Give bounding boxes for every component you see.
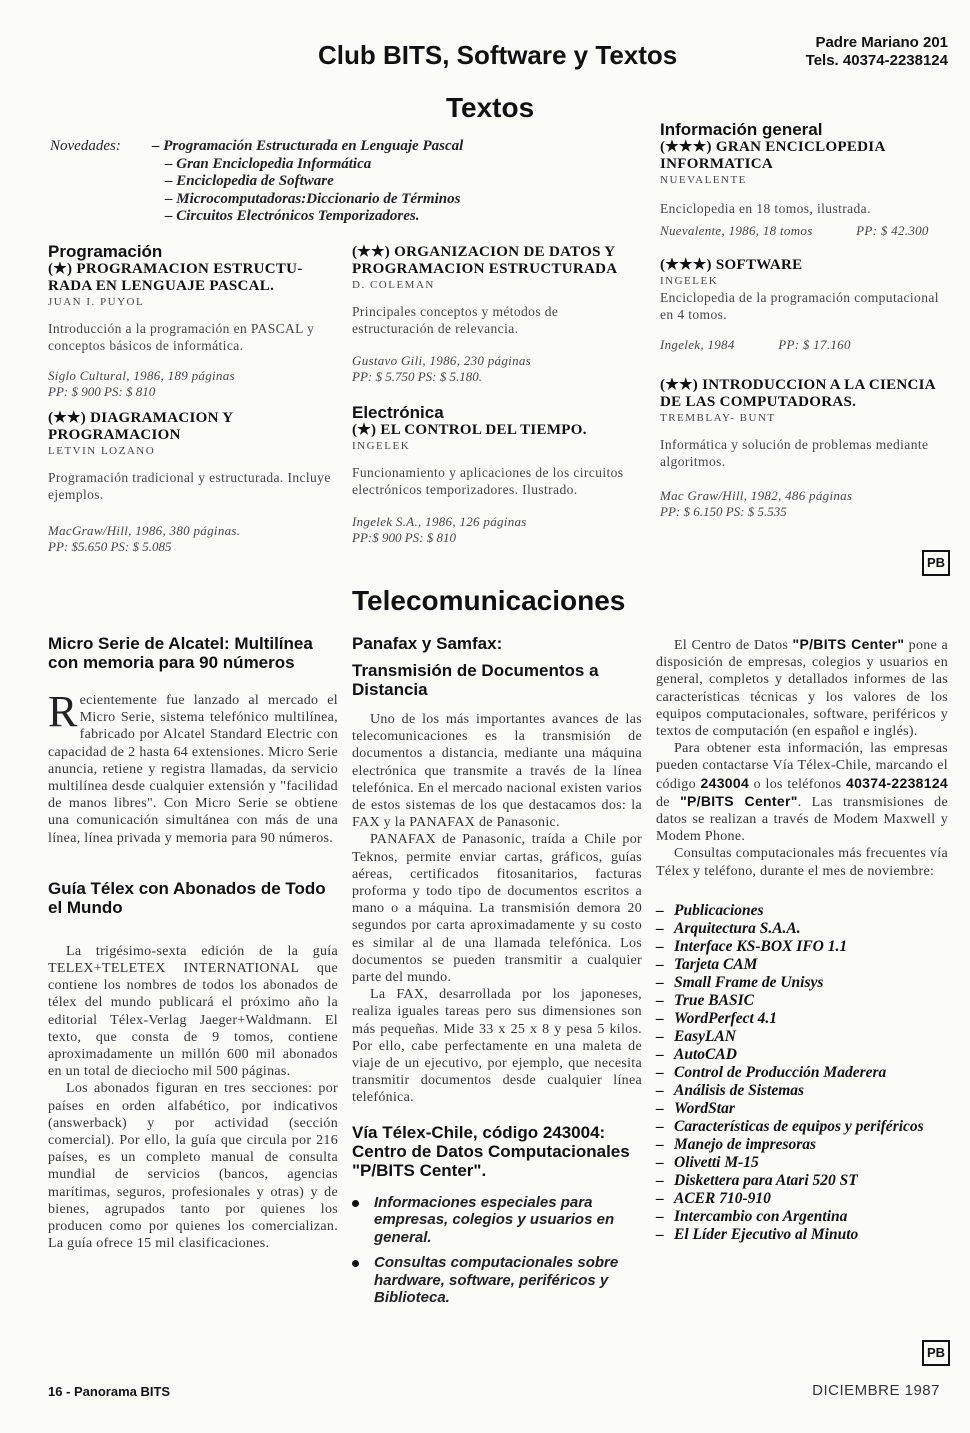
bullet-item xyxy=(352,1254,642,1307)
topic-text: Small Frame de Unisys xyxy=(674,973,824,991)
book-description: Informática y solución de problemas mediante algoritmos. xyxy=(660,437,929,469)
topic-text: Arquitectura S.A.A. xyxy=(674,919,801,937)
book-author: TREMBLAY- BUNT xyxy=(660,412,776,424)
topic-item: – Diskettera para Atari 520 ST xyxy=(656,1171,858,1189)
topic-text: AutoCAD xyxy=(674,1045,737,1063)
bullet-text: Informaciones especiales para empresas, colegios y usuarios en general. xyxy=(374,1193,615,1246)
telecom-column-2 xyxy=(352,634,642,1313)
book-publisher: Ingelek S.A., 1986, 126 páginas xyxy=(352,514,527,529)
book-title: (★★★) GRAN ENCICLOPEDIA INFORMATICA xyxy=(660,139,885,172)
book-title: (★★) INTRODUCCION A LA CIENCIA DE LAS COMPUTADORAS. xyxy=(660,377,936,410)
bullet-icon xyxy=(352,1260,359,1267)
alcatel-heading: Micro Serie de Alcatel: Multilínea con memoria para 90 números xyxy=(48,634,313,672)
topic-text: Manejo de impresoras xyxy=(674,1135,817,1153)
guia-paragraph: La trigésimo-sexta edición de la guía TELEX+TELETEX INTERNATIONAL que contiene los nombres de todos los abonados de télex del mundo publicará el próximo año la editorial Télex-Verlag Jaeger+Waldmann. El texto, que consta de 9 tomos, contiene aproximadamente un millón 600 mil abonados en un total de dieciocho mil 500 páginas. xyxy=(48,943,338,1080)
topic-text: Análisis de Sistemas xyxy=(674,1081,805,1099)
centro-text: de xyxy=(656,794,681,810)
book-title: (★★) ORGANIZACION DE DATOS Y PROGRAMACION ESTRUCTURADA xyxy=(352,244,618,277)
topic-text: Características de equipos y periféricos xyxy=(674,1117,924,1135)
novedades-label: Novedades: xyxy=(50,138,121,154)
topic-item: – True BASIC xyxy=(656,991,754,1009)
topic-text: Control de Producción Maderera xyxy=(674,1063,887,1081)
topic-item: – Tarjeta CAM xyxy=(656,955,758,973)
book-price: PP: $ 900 PS: $ 810 xyxy=(48,384,156,399)
topic-text: ACER 710-910 xyxy=(674,1189,771,1207)
bullet-text: Consultas computacionales sobre hardware, software, periféricos y Biblioteca. xyxy=(374,1254,619,1307)
book-author: LETVIN LOZANO xyxy=(48,445,156,457)
phone-line: Tels. 40374-2238124 xyxy=(805,52,948,69)
topic-item: – El Líder Ejecutivo al Minuto xyxy=(656,1225,859,1243)
topic-item: – AutoCAD xyxy=(656,1045,737,1063)
centro-text: . Las transmisiones de datos se realizan a través de Modem Maxwell y Modem Phone. xyxy=(656,794,948,845)
topic-item: – Control de Producción Maderera xyxy=(656,1063,887,1081)
topic-text: EasyLAN xyxy=(674,1027,736,1045)
bullet-item xyxy=(352,1194,642,1247)
book-price: PP: $5.650 PS: $ 5.085 xyxy=(48,539,172,554)
centro-text: El Centro de Datos xyxy=(674,638,793,653)
panafax-subheading: Transmisión de Documentos a Distancia xyxy=(352,661,599,699)
book-author: JUAN I. PUYOL xyxy=(48,296,145,308)
header-title: Club BITS, Software y Textos xyxy=(318,40,678,70)
alcatel-article xyxy=(48,687,338,847)
book-description: Programación tradicional y estructurada. Incluye ejemplos. xyxy=(48,470,331,502)
centro-paragraph-1 xyxy=(656,636,948,740)
book-publisher-name: Nuevalente, 1986, 18 tomos xyxy=(660,223,813,238)
column-2-textos xyxy=(352,244,642,546)
topic-item: – WordPerfect 4.1 xyxy=(656,1009,778,1027)
book-author: D. COLEMAN xyxy=(352,279,435,291)
book-title: (★) EL CONTROL DEL TIEMPO. xyxy=(352,422,587,438)
topic-text: Tarjeta CAM xyxy=(674,955,758,973)
novedades-list xyxy=(152,138,652,226)
book-title: (★★) DIAGRAMACION Y PROGRAMACION xyxy=(48,410,233,443)
book-author: INGELEK xyxy=(660,275,719,287)
topic-item: – Small Frame de Unisys xyxy=(656,973,824,991)
telecom-column-3 xyxy=(656,636,948,1244)
topic-text: Publicaciones xyxy=(674,901,764,919)
alcatel-body: ecientemente fue lanzado al mercado el Micro Serie, sistema telefónico multilínea, fabricado por Alcatel Standard Electric con capacidad de 2 hasta 64 extensiones. Micro Serie anuncia, retiene y registra llamadas, da servicio multilínea desde cualquier extensión y "facilidad de manos libres". Con Micro Serie se obtiene una comunicación simultánea con más de una línea, línea privada y memoria para 90 números. xyxy=(48,693,338,846)
footer-page-label: 16 - Panorama BITS xyxy=(48,1384,171,1399)
panafax-paragraph: PANAFAX de Panasonic, traída a Chile por Teknos, permite enviar cartas, gráficos, guías aéreas, certificados fitosanitarios, facturas proforma y todo tipo de documentos escritos a mano o a máquina. La transmisión demora 20 segundos por carta aproximadamente y su costo es similar al de una llamada telefónica. Los documentos se pueden transmitir a cualquier parte del mundo. xyxy=(352,832,642,986)
centro-text: o los teléfonos xyxy=(749,776,846,792)
novedad-item: – Circuitos Electrónicos Temporizadores. xyxy=(165,208,420,224)
panafax-paragraph: Uno de los más importantes avances de las telecomunicaciones es la transmisión de documentos a distancia, mediante una máquina electrónica que transmite a través de la línea telefónica. En el mercado nacional existen varios de estos sistemas de los que destacamos dos: la FAX y la PANAFAX de Panasonic. xyxy=(352,712,642,831)
topic-item: – Arquitectura S.A.A. xyxy=(656,919,801,937)
book-price: PP: $ 6.150 PS: $ 5.535 xyxy=(660,504,787,519)
phone-number: 40374-2238124 xyxy=(846,774,948,791)
topic-item: – Olivetti M-15 xyxy=(656,1153,759,1171)
footer-date: DICIEMBRE 1987 xyxy=(812,1382,940,1399)
topic-text: Olivetti M-15 xyxy=(674,1153,759,1171)
book-publisher-name: Ingelek, 1984 xyxy=(660,337,735,352)
section-title-textos: Textos xyxy=(446,92,535,123)
novedad-item: – Gran Enciclopedia Informática xyxy=(165,155,372,172)
book-price: PP:$ 900 PS: $ 810 xyxy=(352,530,456,545)
book-publisher: Siglo Cultural, 1986, 189 páginas xyxy=(48,368,235,383)
informacion-heading: Información general xyxy=(660,120,823,139)
pb-badge: PB xyxy=(922,550,950,576)
book-price: PP: $ 42.300 xyxy=(856,223,929,238)
novedad-item: – Programación Estructurada en Lenguaje Pascal xyxy=(152,138,464,154)
book-description: Principales conceptos y métodos de estructuración de relevancia. xyxy=(352,304,559,336)
book-price: PP: $ 17.160 xyxy=(778,337,851,352)
centro-name: "P/BITS Center" xyxy=(792,636,905,652)
topic-text: Intercambio con Argentina xyxy=(674,1207,848,1225)
book-description: Funcionamiento y aplicaciones de los circuitos electrónicos temporizadores. Ilustrado. xyxy=(352,465,624,497)
book-description: Enciclopedia de la programación computacional en 4 tomos. xyxy=(660,290,939,322)
topic-text: El Líder Ejecutivo al Minuto xyxy=(674,1225,859,1243)
topic-text: Interface KS-BOX IFO 1.1 xyxy=(674,937,848,955)
book-price: PP: $ 5.750 PS: $ 5.180. xyxy=(352,369,482,384)
novedad-item: – Microcomputadoras:Diccionario de Términos xyxy=(165,190,461,207)
bullet-icon xyxy=(352,1200,359,1207)
topic-item: – EasyLAN xyxy=(656,1027,736,1045)
centro-text: Para obtener esta información, las empresas pueden contactarse Vía Télex-Chile, marcando el código xyxy=(656,741,948,792)
topic-text: WordPerfect 4.1 xyxy=(674,1009,778,1027)
pb-badge: PB xyxy=(922,1340,950,1366)
panafax-paragraph: La FAX, desarrollada por los japoneses, realiza iguales tareas pero sus dimensiones son más pequeñas. Mide 33 x 25 x 8 y pesa 5 kilos. Por ello, cabe perfectamente en una maleta de viaje de un ejecutivo, por ejemplo, que necesita transmitir documentos desde cualquier línea telefónica. xyxy=(352,987,642,1106)
book-publisher xyxy=(660,337,950,353)
topic-item: – Interface KS-BOX IFO 1.1 xyxy=(656,937,848,955)
via-telex-bullets xyxy=(352,1194,642,1307)
panafax-heading: Panafax y Samfax: xyxy=(352,634,503,653)
address-line-1: Padre Mariano 201 xyxy=(815,34,948,51)
topic-item: – Intercambio con Argentina xyxy=(656,1207,848,1225)
header-address xyxy=(806,34,948,70)
book-publisher: MacGraw/Hill, 1986, 380 páginas. xyxy=(48,523,241,538)
book-description: Enciclopedia en 18 tomos, ilustrada. xyxy=(660,201,871,216)
topic-item: – Publicaciones xyxy=(656,901,764,919)
programacion-heading: Programación xyxy=(48,242,163,261)
topic-item: – WordStar xyxy=(656,1099,735,1117)
panafax-article xyxy=(352,711,642,1107)
topic-item: – ACER 710-910 xyxy=(656,1189,771,1207)
book-title: (★★★) SOFTWARE xyxy=(660,257,803,273)
centro-text: pone a disposición de empresas, colegios y usuarios en general, completos y detallados informes de las características técnicas y los valores de los equipos computacionales, software, periféricos y textos de computación (en español e inglés). xyxy=(656,638,948,740)
via-telex-heading: Vía Télex-Chile, código 243004: Centro de Datos Computacionales "P/BITS Center". xyxy=(352,1122,630,1180)
topic-text: Diskettera para Atari 520 ST xyxy=(674,1171,858,1189)
topic-text: WordStar xyxy=(674,1099,735,1117)
centro-paragraph-2 xyxy=(656,740,948,845)
topics-list xyxy=(656,902,946,1244)
drop-cap: R xyxy=(48,687,78,736)
topic-text: True BASIC xyxy=(674,991,754,1009)
guia-heading: Guía Télex con Abonados de Todo el Mundo xyxy=(48,878,326,917)
telecom-column-1 xyxy=(48,634,338,1252)
topic-item: – Manejo de impresoras xyxy=(656,1135,817,1153)
book-description: Introducción a la programación en PASCAL y conceptos básicos de informática. xyxy=(48,321,315,353)
programacion-column xyxy=(48,242,338,555)
topic-item: – Análisis de Sistemas xyxy=(656,1081,805,1099)
book-publisher: Mac Graw/Hill, 1982, 486 páginas xyxy=(660,488,853,503)
centro-paragraph-3: Consultas computacionales más frecuentes vía Télex y teléfono, durante el mes de noviembre: xyxy=(656,846,948,879)
book-publisher xyxy=(660,223,950,239)
informacion-column xyxy=(660,120,950,520)
telex-code: 243004 xyxy=(700,774,750,791)
guia-article xyxy=(48,943,338,1253)
novedad-item: – Enciclopedia de Software xyxy=(165,173,334,189)
section-title-telecom: Telecomunicaciones xyxy=(352,585,626,616)
centro-article xyxy=(656,636,948,880)
book-author: NUEVALENTE xyxy=(660,174,747,186)
book-publisher: Gustavo Gili, 1986, 230 páginas xyxy=(352,353,532,368)
book-author: INGELEK xyxy=(352,440,411,452)
electronica-heading: Electrónica xyxy=(352,403,444,422)
topic-item: – Características de equipos y periféricos xyxy=(656,1117,924,1135)
centro-name: "P/BITS Center" xyxy=(680,792,798,809)
book-title: (★) PROGRAMACION ESTRUCTU-RADA EN LENGUAJE PASCAL. xyxy=(48,261,303,294)
guia-paragraph: Los abonados figuran en tres secciones: por países en orden alfabético, por indicativos (answerback) y por actividad (sección comercial). Por ello, la guía que circula por 216 países, es un completo manual de consulta mundial de servicios (bancos, agencias marítimas, seguros, profesionales y otras) y de bienes, agrupados tanto por quienes los producen como por quienes los comercializan. La guía ofrece 15 mil clasificaciones. xyxy=(48,1081,338,1252)
